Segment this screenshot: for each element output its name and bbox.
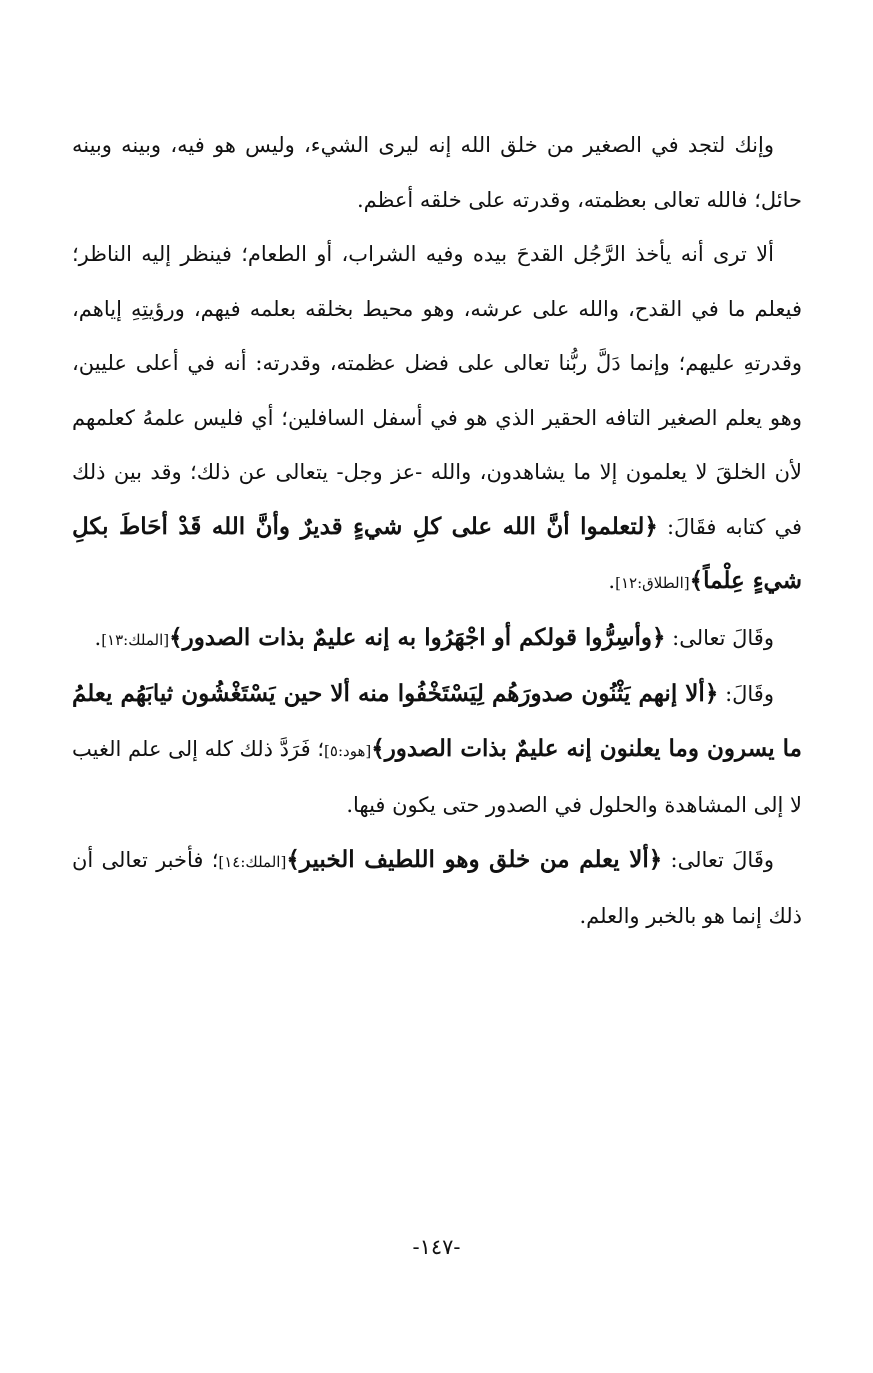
verse-reference: [هود:٥] [324, 741, 372, 760]
verse-reference: [الملك:١٤] [218, 852, 287, 871]
quran-verse: ﴿لتعلموا أنَّ الله على كلِ شيءٍ قديرٌ وأنَّ الله قَدْ أحَاطَ بكلِ شيءٍ عِلْماً﴾ [72, 512, 802, 594]
paragraph-text: وقَالَ تعالى: [662, 847, 775, 872]
paragraph-4 [72, 667, 802, 833]
quran-verse: ﴿وأسِرُّوا قولكم أو اجْهَرُوا به إنه عليمٌ بذات الصدور﴾ [169, 623, 666, 651]
verse-reference: [الطلاق:١٢] [615, 574, 690, 592]
paragraph-5 [72, 833, 802, 944]
quran-verse: ﴿ألا يعلم من خلق وهو اللطيف الخبير﴾ [286, 845, 663, 873]
paragraph-text: ؛ فأخبر تعالى أن ذلك إنما هو بالخبر والعلم. [72, 847, 802, 928]
paragraph-text: وقَالَ: [718, 682, 774, 706]
paragraph-text: . [94, 625, 102, 650]
paragraph-1 [72, 118, 802, 227]
body-text [72, 118, 802, 944]
paragraph-text: وقَالَ تعالى: [665, 625, 774, 650]
paragraph-text: وإنك لتجد في الصغير من خلق الله إنه ليرى الشيء، وليس هو فيه، وبينه وبينه حائل؛ فالله تعالى بعظمته، وقدرته على خلقه أعظم. [72, 133, 802, 212]
paragraph-2 [72, 227, 802, 611]
paragraph-text: . [608, 569, 616, 593]
verse-reference: [الملك:١٣] [101, 630, 170, 649]
page-number: -١٤٧- [412, 1235, 461, 1259]
paragraph-text: ألا ترى أنه يأخذ الرَّجُل القدحَ بيده وفيه الشراب، أو الطعام؛ فينظر إليه الناظر؛ فيعلم ما في القدح، والله على عرشه، وهو محيط بخلقه بعلمه فيهم، ورؤيتِهِ إياهم، وقدرتهِ عليهم؛ وإنما دَلَّ ربُّنا تعالى على فضل عظمته، وقدرته: أنه في أعلى عليين، وهو يعلم الصغير التافه الحقير الذي هو في أسفل السافلين؛ أي فليس علمهُ كعلمهم لأن الخلقَ لا يعلمون إلا ما يشاهدون، والله -عز وجل- يتعالى عن ذلك؛ وقد بين ذلك في كتابه فقَالَ: [72, 242, 802, 539]
quran-verse: ﴿ألا إنهم يَثْنُون صدورَهُم لِيَسْتَخْفُوا منه ألا حين يَسْتَغْشُون ثيابَهُم يعلمُ ما يسرون وما يعلنون إنه عليمٌ بذات الصدور﴾ [72, 680, 802, 762]
paragraph-text: ؛ فَرَدَّ ذلك كله إلى علم الغيب لا إلى المشاهدة والحلول في الصدور حتى يكون فيها. [72, 736, 802, 817]
paragraph-3 [72, 611, 802, 668]
